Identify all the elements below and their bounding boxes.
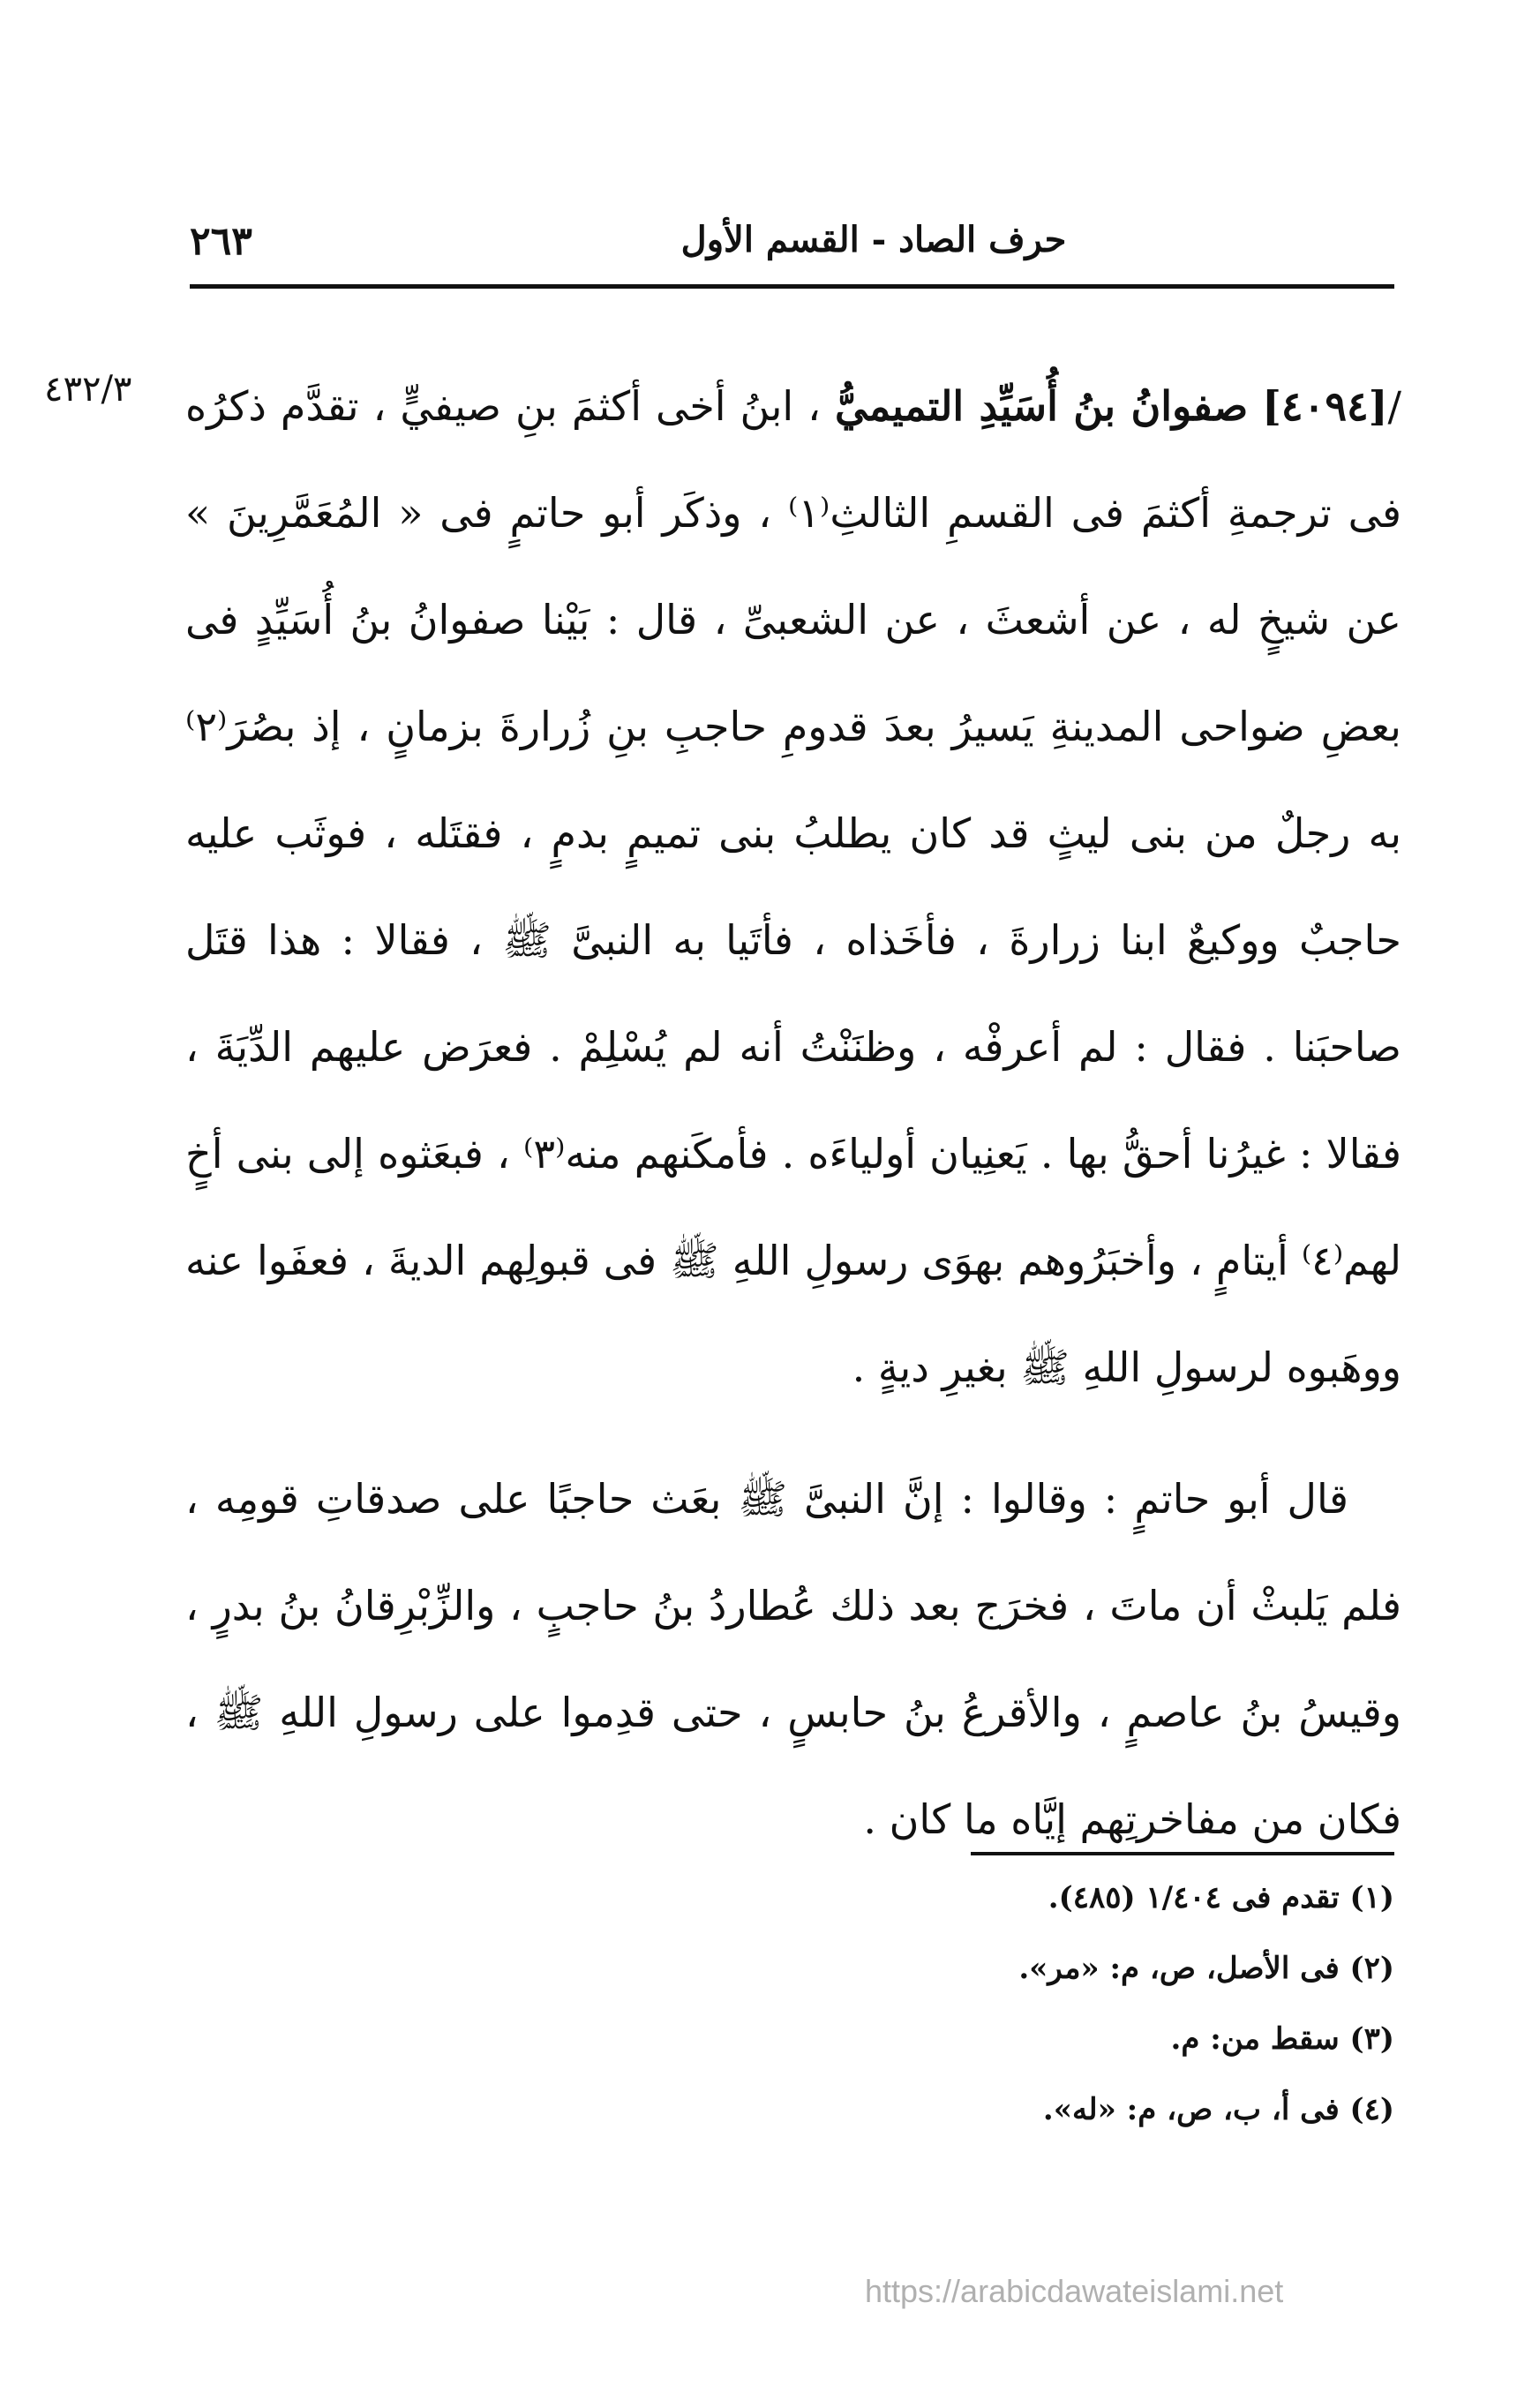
footnote-rule (971, 1852, 1394, 1855)
header-rule (190, 284, 1394, 289)
body-text (185, 353, 1401, 1873)
entry-number: [٤٠٩٤] (1262, 382, 1388, 430)
footnote-2: (٢) فى الأصل، ص، م: «مر». (1018, 1951, 1394, 1986)
entry-name: صفوانُ بنُ أُسَيِّدِ التميميُّ (835, 382, 1249, 430)
paragraph-2: قال أبو حاتمٍ : وقالوا : إنَّ النبىَّ ﷺ بعَث حاجبًا على صدقاتِ قومِه ، فلم يَلبثْ أن ماتَ ، فخرَج بعد ذلك عُطاردُ بنُ حاجبٍ ، والزِّبْرِقانُ بنُ بدرٍ ، وقيسُ بنُ عاصمٍ ، والأقرعُ بنُ حابسٍ ، حتى قدِموا على رسولِ اللهِ ﷺ ، فكان من مفاخرتِهم إيَّاه ما كان . (185, 1475, 1401, 1843)
page-header (190, 212, 1394, 282)
footnotes (618, 1862, 1394, 2145)
footnote-1: (١) تقدم فى ١/٤٠٤ (٤٨٥). (1048, 1880, 1394, 1915)
entry-mark: / (1387, 382, 1402, 430)
running-title: حرف الصاد - القسم الأول (680, 219, 1067, 260)
paragraph-1-text: ، ابنُ أخى أكثمَ بنِ صيفيٍّ ، تقدَّم ذكرُه فى ترجمةِ أكثمَ فى القسمِ الثالثِ⁽١⁾ ، وذكَر أبو حاتمٍ فى « المُعَمَّرِينَ » عن شيخٍ له ، عن أشعثَ ، عن الشعبىِّ ، قال : بَيْنا صفوانُ بنُ أُسَيِّدٍ فى بعضِ ضواحى المدينةِ يَسيرُ بعدَ قدومِ حاجبِ بنِ زُرارةَ بزمانٍ ، إذ بصُرَ⁽٢⁾ به رجلٌ من بنى ليثٍ قد كان يطلبُ بنى تميمٍ بدمٍ ، فقتَله ، فوثَب عليه حاجبٌ ووكيعٌ ابنا زرارةَ ، فأخَذاه ، فأتَيا به النبىَّ ﷺ ، فقالا : هذا قتَل صاحبَنا . فقال : لم أعرفْه ، وظنَنْتُ أنه لم يُسْلِمْ . فعرَض عليهم الدِّيَةَ ، فقالا : غيرُنا أحقُّ بها . يَعنِيان أولياءَه . فأمكَنهم منه⁽٣⁾ ، فبعَثوه إلى بنى أخٍ لهم⁽٤⁾ أيتامٍ ، وأخبَرُوهم بهوَى رسولِ اللهِ ﷺ فى قبولِهم الديةَ ، فعفَوا عنه ووهَبوه لرسولِ اللهِ ﷺ بغيرِ ديةٍ . (185, 382, 1402, 1391)
page-number: ٢٦٣ (190, 219, 252, 264)
margin-reference: ٤٣٢/٣ (44, 369, 132, 410)
footnote-3: (٣) سقط من: م. (1170, 2021, 1394, 2057)
paragraph-1 (185, 353, 1401, 1421)
footnote-4: (٤) فى أ، ب، ص، م: «له». (1042, 2092, 1394, 2127)
watermark-url: https://arabicdawateislami.net (865, 2273, 1284, 2309)
